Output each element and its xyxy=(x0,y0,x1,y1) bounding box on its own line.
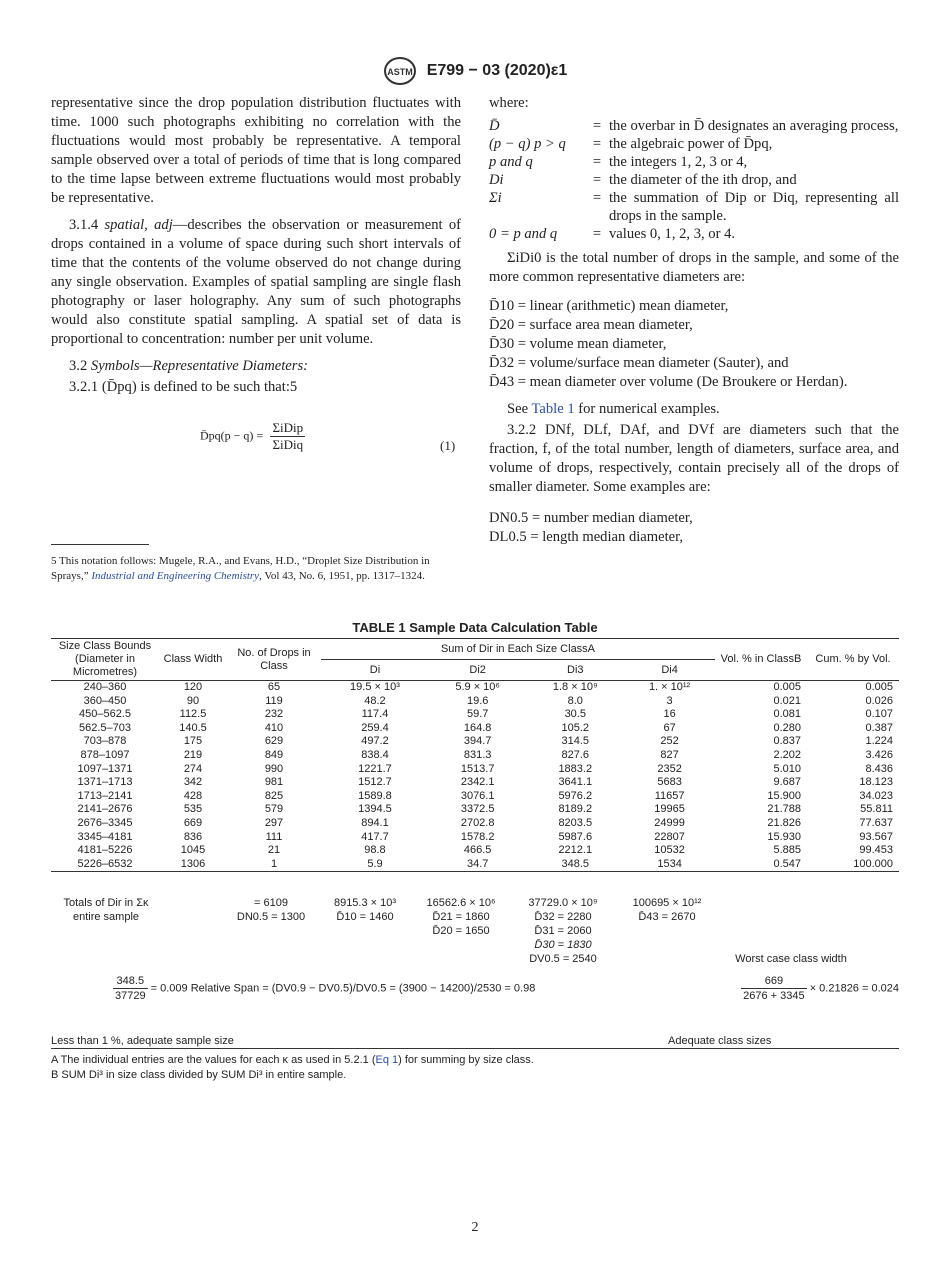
table-cell: 8.436 xyxy=(865,762,893,775)
table-cell: 428 xyxy=(183,789,203,802)
table-body xyxy=(51,681,899,872)
definition-row: (p − q) p > q = the algebraic power of D̄pq, xyxy=(489,135,899,153)
table-row xyxy=(51,858,899,872)
d10-value: D̄10 = 1460 xyxy=(336,911,394,923)
number-median-value: DN0.5 = 1300 xyxy=(236,911,306,923)
fraction-1 xyxy=(113,974,148,1003)
table-cell: 240–360 xyxy=(83,681,127,693)
definition-row: Σi = the summation of Dip or Diq, representing all drops in the sample. xyxy=(489,190,899,224)
col-d2: Di2 xyxy=(429,660,526,681)
col-drops: No. of Drops in Class xyxy=(227,639,321,681)
table-cell: 140.5 xyxy=(179,721,207,734)
equation-fraction xyxy=(270,420,305,453)
table-cell: 0.026 xyxy=(865,694,893,707)
table-cell: 15.900 xyxy=(767,789,801,802)
left-column xyxy=(51,94,461,405)
table-cell: 827 xyxy=(660,748,679,761)
paragraph-3-2-1: 3.2.1 (D̄pq) is defined to be such that:5 xyxy=(69,379,298,395)
table-cell: 19.5 × 10³ xyxy=(350,681,400,693)
d30-value: D̄30 = 1830 xyxy=(534,939,592,951)
right-column xyxy=(489,94,899,555)
fraction-2 xyxy=(741,974,806,1003)
sample-data-table xyxy=(51,638,899,872)
d43-value: D̄43 = 2670 xyxy=(638,911,696,923)
totals-d3 xyxy=(513,896,613,966)
table-cell: 98.8 xyxy=(364,844,386,857)
see-text: See xyxy=(507,401,532,417)
total-d4-value: 100695 × 10¹² xyxy=(632,897,702,909)
table-cell: 19.6 xyxy=(466,694,489,707)
page-header xyxy=(0,56,950,86)
table-cell: 9.687 xyxy=(773,776,801,789)
def-symbol: 0 = p and q xyxy=(489,226,558,242)
footnote-a xyxy=(51,1053,899,1068)
table-cell: 314.5 xyxy=(561,735,590,748)
table-cell: 5.885 xyxy=(773,844,801,857)
table-cell: 1713–2141 xyxy=(77,789,133,802)
table-cell: 1512.7 xyxy=(358,776,392,789)
total-d3-value: 37729.0 × 10⁹ xyxy=(528,897,598,909)
eq-1-link[interactable]: Eq 1 xyxy=(375,1054,399,1066)
table-cell: 11657 xyxy=(654,789,685,802)
table-cell: 119 xyxy=(265,694,283,707)
table-row xyxy=(51,776,899,790)
definition-row: Di = the diameter of the ith drop, and xyxy=(489,171,899,189)
footnote-a-text: A The individual entries are the values for each κ as used in 5.2.1 ( xyxy=(51,1054,376,1066)
table-cell: 1.8 × 10⁹ xyxy=(552,681,598,693)
d20-value: D̄20 = 1650 xyxy=(432,925,490,937)
table-row xyxy=(51,749,899,763)
table-cell: 878–1097 xyxy=(80,748,130,761)
def-symbol: Di xyxy=(489,172,504,188)
relative-span-text: = 0.009 Relative Span = (DV0.9 − DV0.5)/DV0.5 = (3900 − 14200)/2530 = 0.98 xyxy=(150,982,536,995)
table-cell: 1578.2 xyxy=(460,830,495,843)
table-cell: 466.5 xyxy=(463,844,492,857)
paragraph-spatial xyxy=(51,216,461,349)
equation-denominator: ΣiDiq xyxy=(272,437,304,452)
rep-item: D̄43 = mean diameter over volume (De Broukere or Herdan). xyxy=(489,374,848,390)
col-vol: Vol. % in ClassB xyxy=(715,639,807,681)
totals-drops xyxy=(221,896,321,924)
table-cell: 497.2 xyxy=(361,735,389,748)
table-cell: 15.930 xyxy=(767,830,801,843)
d21-value: D̄21 = 1860 xyxy=(432,911,490,923)
rep-item: D̄30 = volume mean diameter, xyxy=(489,336,667,352)
footnote-5 xyxy=(51,554,461,584)
table-row xyxy=(51,681,899,695)
def-symbol: Σi xyxy=(489,190,502,206)
section-title: Symbols—Representative Diameters: xyxy=(90,358,309,374)
equation-1 xyxy=(200,420,460,453)
table-cell: 2141–2676 xyxy=(77,803,133,816)
table-cell: 394.7 xyxy=(463,735,492,748)
def-symbol: D̄ xyxy=(489,118,500,134)
table-cell: 18.123 xyxy=(859,776,893,789)
table-cell: 77.637 xyxy=(859,816,893,829)
table-cell: 21.826 xyxy=(767,816,801,829)
table-cell: 2342.1 xyxy=(460,776,495,789)
total-d1-value: 8915.3 × 10³ xyxy=(333,897,397,909)
table-cell: 410 xyxy=(264,721,284,734)
definition-text: —describes the observation or measurement of drops contained in a volume of space during such short intervals of time that the contents of the volume observed do not change during any single observation. Examples of spatial sampling are single flash photography or laser holography. Any sum of such photographs would also constitute spatial sampling. A spatial set of data is proportional to concentration: number per unit volume. xyxy=(51,217,461,347)
table-cell: 3345–4181 xyxy=(77,830,133,843)
table-cell: 0.021 xyxy=(773,694,801,707)
median-diameters xyxy=(489,509,899,547)
fraction-2-num: 669 xyxy=(741,974,806,989)
see-text-end: for numerical examples. xyxy=(574,401,720,417)
footnote-a-end: ) for summing by size class. xyxy=(398,1054,534,1066)
volume-median-value: DV0.5 = 2540 xyxy=(529,953,597,965)
footnote-b: B SUM Di³ in size class divided by SUM Di³ in entire sample. xyxy=(51,1069,347,1081)
table-cell: 10532 xyxy=(654,844,685,857)
table-cell: 8203.5 xyxy=(558,816,593,829)
table-cell: 1221.7 xyxy=(358,762,392,775)
def-text: the overbar in D̄ designates an averaging process, xyxy=(609,118,899,134)
equation-lhs: D̄pq(p − q) = xyxy=(200,428,264,443)
table-cell: 5987.6 xyxy=(558,830,593,843)
table-cell: 1394.5 xyxy=(358,803,392,816)
median-item: DN0.5 = number median diameter, xyxy=(489,510,693,526)
table-cell: 297 xyxy=(264,816,284,829)
table-cell: 55.811 xyxy=(860,803,893,816)
table-cell: 1883.2 xyxy=(558,762,593,775)
table-row xyxy=(51,831,899,845)
where-label: where: xyxy=(489,95,529,111)
table-cell: 629 xyxy=(264,735,284,748)
table-cell: 99.453 xyxy=(859,844,893,857)
table-cell: 120 xyxy=(183,681,203,693)
totals-label: Totals of Dir in Σκ entire sample xyxy=(63,897,149,923)
def-text: the diameter of the ith drop, and xyxy=(609,172,797,188)
table-cell: 3.426 xyxy=(865,748,893,761)
page-number: 2 xyxy=(471,1220,479,1235)
d32-value: D̄32 = 2280 xyxy=(534,911,592,923)
totals-d4 xyxy=(617,896,717,924)
journal-link[interactable]: Industrial and Engineering Chemistry xyxy=(91,570,260,582)
paragraph-3-2-2: 3.2.2 DNf, DLf, DAf, and DVf are diameters such that the fraction, f, of the total number, length of diameters, surface area, and volume of drops, respectively, contain precisely all of the drops of smaller diameter. Some examples are: xyxy=(489,422,899,495)
table-cell: 1097–1371 xyxy=(77,762,133,775)
table-cell: 562.5–703 xyxy=(79,721,131,734)
document-title: E799 − 03 (2020)ε1 xyxy=(426,62,568,79)
table-cell: 259.4 xyxy=(361,721,389,734)
paragraph-temporal-continued: representative since the drop population distribution fluctuates with time. 1000 such photographs exhibiting no correlation with the fluctuations would most probably be representative. A temporal sample observed over a total of periods of time that is long compared to the time lapse between extreme fluctuations would most probably be representative. xyxy=(51,95,461,206)
rep-item: D̄20 = surface area mean diameter, xyxy=(489,317,693,333)
table-cell: 535 xyxy=(183,803,203,816)
table-cell: 3 xyxy=(666,694,673,707)
definitions-list xyxy=(489,117,899,243)
median-item: DL0.5 = length median diameter, xyxy=(489,529,684,545)
table-cell: 105.2 xyxy=(561,721,590,734)
col-bounds: Size Class Bounds (Diameter in Micrometres) xyxy=(51,639,159,681)
table-row xyxy=(51,844,899,858)
col-sum: Sum of Dir in Each Size ClassA xyxy=(321,639,715,660)
table-cell: 164.8 xyxy=(463,721,492,734)
table-row xyxy=(51,817,899,831)
table-cell: 112.5 xyxy=(179,708,207,721)
table-row xyxy=(51,722,899,736)
sample-size-calc xyxy=(113,974,535,1003)
table-cell: 19965 xyxy=(654,803,685,816)
table-cell: 1589.8 xyxy=(358,789,392,802)
fraction-2-den: 2676 + 3345 xyxy=(743,990,805,1002)
footnote-text-end: , Vol 43, No. 6, 1951, pp. 1317–1324. xyxy=(259,570,425,582)
table-cell: 827.6 xyxy=(561,748,590,761)
table-cell: 0.107 xyxy=(865,708,893,721)
col-width: Class Width xyxy=(159,639,227,681)
table-cell: 5.9 xyxy=(321,858,429,872)
table-cell: 981 xyxy=(264,776,284,789)
table-cell: 59.7 xyxy=(466,708,489,721)
footnote-divider xyxy=(51,544,149,545)
def-text: the integers 1, 2, 3 or 4, xyxy=(609,154,748,170)
table-cell: 111 xyxy=(265,830,283,843)
table-cell: 3076.1 xyxy=(460,789,495,802)
table-cell: 2.202 xyxy=(773,748,801,761)
table-cell: 65 xyxy=(267,681,281,693)
table-cell: 1045 xyxy=(180,844,206,857)
d31-value: D̄31 = 2060 xyxy=(534,925,592,937)
equation-numerator: ΣiDip xyxy=(272,420,304,435)
class-size-result: × 0.21826 = 0.024 xyxy=(809,982,899,995)
section-3-2 xyxy=(51,357,461,376)
definition-row: D̄ = the overbar in D̄ designates an averaging process, xyxy=(489,118,899,134)
table-cell: 1 xyxy=(227,858,321,872)
worst-case-label: Worst case class width xyxy=(735,953,847,965)
table-cell: 417.7 xyxy=(361,830,389,843)
table-cell: 831.3 xyxy=(463,748,492,761)
table-cell: 838.4 xyxy=(361,748,389,761)
table-footnotes xyxy=(51,1053,899,1083)
table-cell: 703–878 xyxy=(83,735,127,748)
table-cell: 0.005 xyxy=(773,681,801,693)
table-cell: 0.547 xyxy=(715,858,807,872)
table-cell: 2352 xyxy=(657,762,682,775)
table-cell: 5976.2 xyxy=(558,789,593,802)
table-bottom-rule xyxy=(51,1048,899,1049)
table-cell: 0.081 xyxy=(773,708,801,721)
table-cell: 4181–5226 xyxy=(77,844,133,857)
col-cum: Cum. % by Vol. xyxy=(807,639,899,681)
term-spatial: spatial, adj xyxy=(104,217,173,233)
table-cell: 219 xyxy=(183,748,203,761)
table-cell: 360–450 xyxy=(83,694,127,707)
table-cell: 3372.5 xyxy=(460,803,495,816)
table-cell: 825 xyxy=(264,789,284,802)
total-d2-value: 16562.6 × 10⁶ xyxy=(426,897,496,909)
table-title: TABLE 1 Sample Data Calculation Table xyxy=(352,620,598,635)
sample-size-note: Less than 1 %, adequate sample size xyxy=(51,1035,234,1047)
table-cell: 3641.1 xyxy=(558,776,593,789)
table-cell: 117.4 xyxy=(361,708,389,721)
table-cell: 274 xyxy=(183,762,203,775)
table-cell: 1.224 xyxy=(865,735,893,748)
table-cell: 836 xyxy=(183,830,203,843)
table-cell: 2212.1 xyxy=(558,844,593,857)
table-1-link[interactable]: Table 1 xyxy=(531,401,575,417)
fraction-1-den: 37729 xyxy=(115,990,146,1002)
table-cell: 1513.7 xyxy=(460,762,495,775)
table-cell: 252 xyxy=(660,735,679,748)
col-d1: Di xyxy=(321,660,429,681)
table-cell: 5.010 xyxy=(773,762,801,775)
table-cell: 22807 xyxy=(654,830,685,843)
table-cell: 8.0 xyxy=(567,694,583,707)
class-size-calc xyxy=(741,974,899,1003)
definition-row: 0 = p and q = values 0, 1, 2, 3, or 4. xyxy=(489,225,899,243)
table-cell: 1371–1713 xyxy=(77,776,133,789)
paragraph-sum: ΣiDi0 is the total number of drops in the sample, and some of the more common representative diameters are: xyxy=(489,250,899,285)
equation-number: (1) xyxy=(440,438,456,453)
table-cell: 232 xyxy=(264,708,284,721)
col-d3: Di3 xyxy=(526,660,624,681)
table-cell: 5226–6532 xyxy=(51,858,159,872)
table-cell: 34.7 xyxy=(429,858,526,872)
table-cell: 21.788 xyxy=(767,803,801,816)
fraction-1-num: 348.5 xyxy=(113,974,148,989)
col-d4: Di4 xyxy=(624,660,715,681)
svg-text:ASTM: ASTM xyxy=(386,67,413,77)
table-cell: 67 xyxy=(663,721,676,734)
footnote-text: 5 This notation follows: Mugele, R.A., and Evans, H.D., “Droplet Size Distribution in Sprays,” xyxy=(51,555,430,582)
table-cell: 5.9 × 10⁶ xyxy=(455,681,500,693)
def-symbol: p and q xyxy=(489,154,533,170)
def-text: the algebraic power of D̄pq, xyxy=(609,136,773,152)
table-cell: 1306 xyxy=(159,858,227,872)
table-row xyxy=(51,763,899,777)
table-cell: 100.000 xyxy=(807,858,899,872)
table-cell: 30.5 xyxy=(564,708,586,721)
section-number: 3.1.4 xyxy=(69,217,99,233)
table-cell: 894.1 xyxy=(361,816,389,829)
table-row xyxy=(51,735,899,749)
representative-diameters xyxy=(489,297,899,392)
class-size-note: Adequate class sizes xyxy=(668,1035,772,1047)
table-cell: 669 xyxy=(183,816,203,829)
table-cell: 348.5 xyxy=(526,858,624,872)
table-cell: 0.387 xyxy=(865,721,893,734)
table-cell: 579 xyxy=(264,803,284,816)
table-cell: 0.280 xyxy=(773,721,801,734)
totals-d1 xyxy=(315,896,415,924)
rep-item: D̄32 = volume/surface mean diameter (Sauter), and xyxy=(489,355,789,371)
table-cell: 5683 xyxy=(657,776,682,789)
table-cell: 2676–3345 xyxy=(77,816,133,829)
table-cell: 34.023 xyxy=(859,789,893,802)
def-text: values 0, 1, 2, 3, or 4. xyxy=(609,226,736,242)
def-symbol: (p − q) p > q xyxy=(489,136,566,152)
table-row xyxy=(51,708,899,722)
table-cell: 1534 xyxy=(624,858,715,872)
table-cell: 450–562.5 xyxy=(79,708,131,721)
totals-drops-value: = 6109 xyxy=(254,897,288,909)
def-text: the summation of Dip or Diq, representing all drops in the sample. xyxy=(609,190,899,224)
table-cell: 849 xyxy=(264,748,284,761)
table-row xyxy=(51,790,899,804)
table-row xyxy=(51,695,899,709)
table-cell: 990 xyxy=(264,762,284,775)
astm-logo-icon xyxy=(383,56,417,86)
table-cell: 48.2 xyxy=(364,694,386,707)
table-cell: 0.005 xyxy=(865,681,893,693)
table-cell: 24999 xyxy=(654,816,685,829)
totals-d2 xyxy=(411,896,511,938)
rep-item: D̄10 = linear (arithmetic) mean diameter, xyxy=(489,298,729,314)
table-cell: 175 xyxy=(183,735,203,748)
definition-row: p and q = the integers 1, 2, 3 or 4, xyxy=(489,153,899,171)
table-cell: 0.837 xyxy=(773,735,801,748)
table-cell: 1. × 10¹² xyxy=(648,681,691,693)
table-cell: 8189.2 xyxy=(558,803,593,816)
table-cell: 342 xyxy=(183,776,203,789)
table-cell: 16 xyxy=(663,708,676,721)
see-table xyxy=(489,400,899,419)
table-cell: 93.567 xyxy=(859,830,893,843)
table-cell: 90 xyxy=(186,694,200,707)
table-cell: 2702.8 xyxy=(460,816,495,829)
section-number: 3.2 xyxy=(69,358,88,374)
table-row xyxy=(51,803,899,817)
table-cell: 21 xyxy=(267,844,281,857)
